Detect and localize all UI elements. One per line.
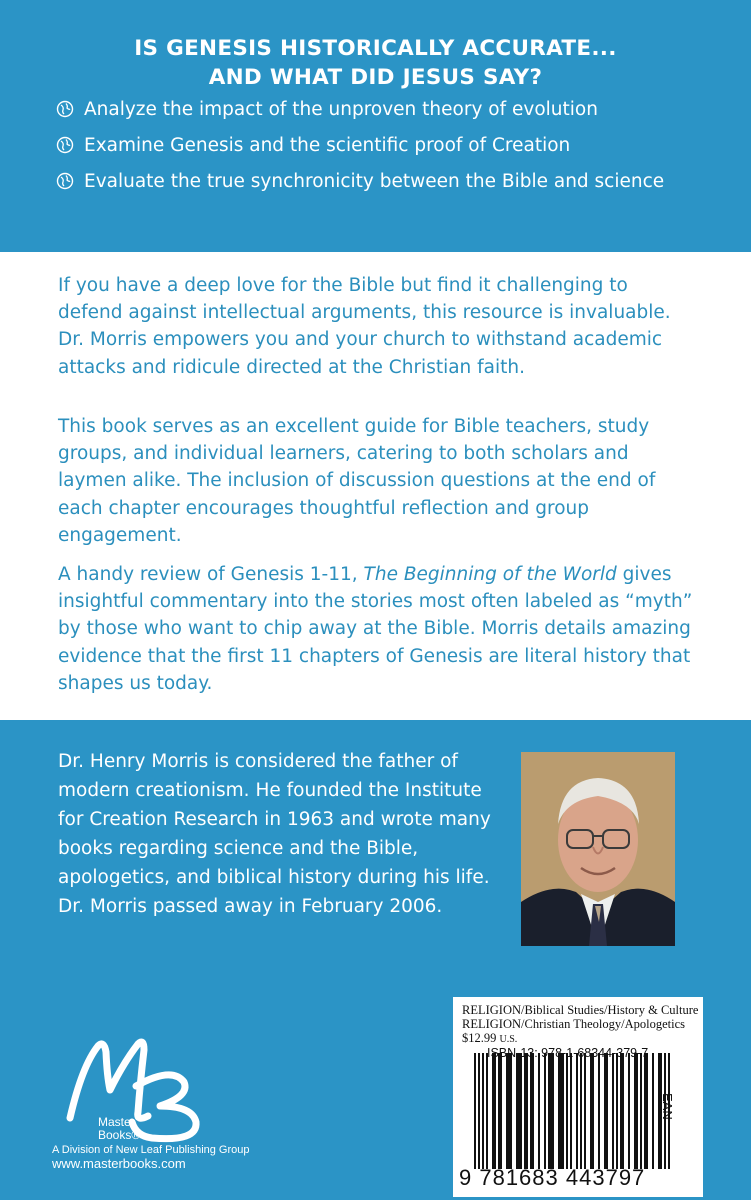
description-paragraph-2: This book serves as an excellent guide for Bible teachers, study groups, and individual learners, catering to both scholars and laymen alike. The inclusion of discussion questions at the end of each chapter encourages thoughtful reflection and group engagement. (58, 416, 656, 546)
barcode-bar (570, 1053, 572, 1169)
price: $12.99 (462, 1031, 497, 1045)
barcode-bar (524, 1053, 528, 1169)
barcode-digits: 9 781683 443797 (459, 1165, 646, 1190)
barcode-bar (598, 1053, 600, 1169)
barcode-bar (478, 1053, 480, 1169)
description-panel (0, 252, 751, 720)
book-title-reference: The Beginning of the World (363, 564, 617, 585)
feature-item (54, 96, 714, 123)
publisher-division: A Division of New Leaf Publishing Group (52, 1144, 250, 1156)
price-line (462, 1031, 517, 1047)
barcode-bar (628, 1053, 630, 1169)
barcode-bar (644, 1053, 648, 1169)
isbn-number: ISBN-13: 978-1-68344-379-7 (487, 1046, 649, 1060)
barcode-bar (580, 1053, 582, 1169)
publisher-website: www.masterbooks.com (52, 1156, 186, 1171)
barcode-bar (498, 1053, 502, 1169)
barcode-bar (634, 1053, 638, 1169)
publisher-info (52, 1144, 250, 1172)
barcode-bar (652, 1053, 654, 1169)
ean-label: EAN (660, 1093, 675, 1120)
barcode-bar (486, 1053, 488, 1169)
feature-item (54, 168, 714, 195)
barcode-bar (492, 1053, 496, 1169)
paragraph-3-lead: A handy review of Genesis 1-11, (58, 564, 364, 585)
barcode-bar (506, 1053, 512, 1169)
category-1: RELIGION/Biblical Studies/History & Culture (462, 1003, 699, 1017)
price-currency: U.S. (499, 1034, 518, 1045)
feature-item (54, 132, 714, 159)
barcode-bar (584, 1053, 586, 1169)
barcode-bar (474, 1053, 476, 1169)
barcode-bar (538, 1053, 540, 1169)
ean-caption (660, 1075, 697, 1120)
description-paragraph-3 (58, 561, 698, 697)
header-panel (0, 0, 751, 252)
author-portrait (521, 752, 675, 946)
description-paragraph-1: If you have a deep love for the Bible but find it challenging to defend against intellectual arguments, this resource is invaluable. Dr. Morris empowers you and your church to withstand academic attacks and ridicule directed at the Christian faith. (58, 275, 671, 378)
product-label (453, 997, 703, 1197)
globe-bullet-icon (56, 136, 74, 154)
barcode-bar (620, 1053, 624, 1169)
barcode-bar (530, 1053, 534, 1169)
feature-list (54, 96, 714, 204)
barcode-bar (590, 1053, 594, 1169)
feature-text: Analyze the impact of the unproven theory of evolution (84, 99, 598, 120)
author-bio: Dr. Henry Morris is considered the father of modern creationism. He founded the Institute for Creation Research in 1963 and wrote many books regarding science and the Bible, apologetics, and biblical history during his life. Dr. Morris passed away in February 2006. (58, 751, 491, 917)
barcode-bar (558, 1053, 564, 1169)
logo-name-line-1: Master (98, 1115, 135, 1129)
feature-text: Evaluate the true synchronicity between the Bible and science (84, 171, 665, 192)
heading-line-2: AND WHAT DID JESUS SAY? (208, 65, 543, 90)
barcode-bar (612, 1053, 614, 1169)
barcode-bar (616, 1053, 618, 1169)
author-panel (0, 720, 751, 1200)
barcode-bar (566, 1053, 568, 1169)
barcode-bar (576, 1053, 578, 1169)
globe-bullet-icon (56, 100, 74, 118)
globe-bullet-icon (56, 172, 74, 190)
category-2: RELIGION/Christian Theology/Apologetics (462, 1017, 686, 1031)
heading-line-1: IS GENESIS HISTORICALLY ACCURATE... (134, 36, 617, 61)
barcode-bar (604, 1053, 608, 1169)
barcode-bar (516, 1053, 522, 1169)
paragraph-3-rest: gives insightful commentary into the stories most often labeled as “myth” by those who want to chip away at the Bible. Morris details amazing evidence that the first 11 chapters of Genesis are literal history that shapes us today. (58, 564, 693, 694)
feature-text: Examine Genesis and the scientific proof of Creation (84, 135, 571, 156)
cover-heading (0, 34, 751, 92)
barcode-bar (482, 1053, 484, 1169)
barcode-bar (544, 1053, 546, 1169)
barcode-bar (548, 1053, 554, 1169)
barcode (472, 1053, 672, 1169)
barcode-bar (640, 1053, 642, 1169)
logo-name-line-2: Books® (98, 1128, 141, 1142)
